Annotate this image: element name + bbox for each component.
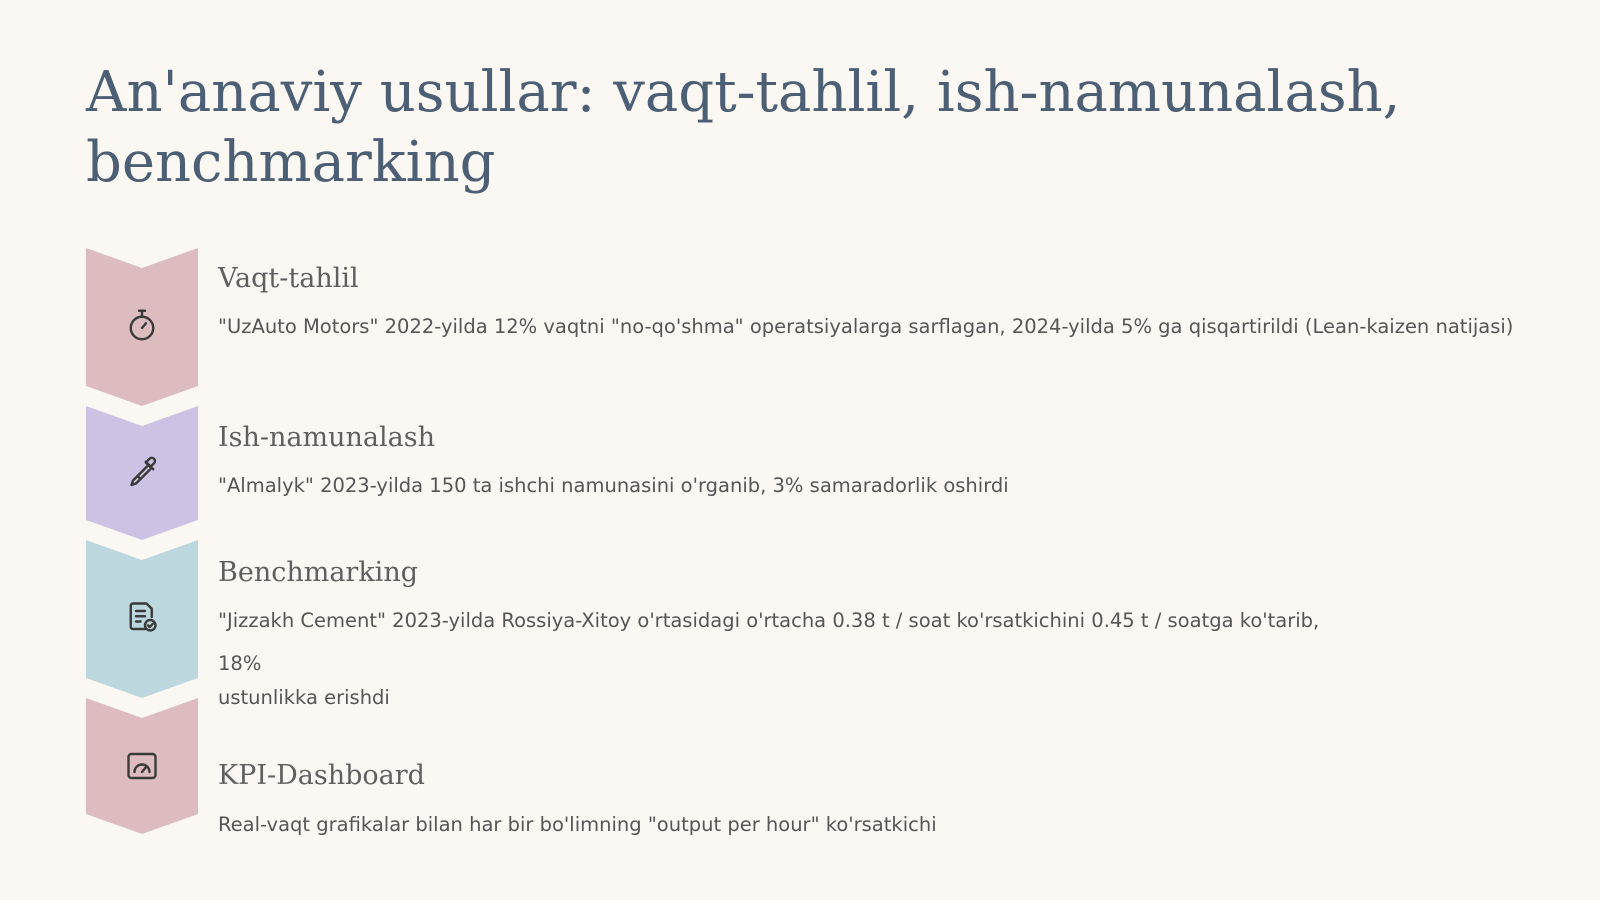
chevron-step-3 xyxy=(86,540,198,698)
item-title-vaqt-tahlil: Vaqt-tahlil xyxy=(218,263,359,294)
benchmarking-description-line: ustunlikka erishdi xyxy=(218,686,390,709)
item-description-ish-namunalash: "Almalyk" 2023-yilda 150 ta ishchi namunasini o'rganib, 3% samaradorlik oshirdi xyxy=(218,474,1009,497)
document-check-icon xyxy=(124,599,160,635)
benchmarking-description-line: "Jizzakh Cement" 2023-yilda Rossiya-Xitoy o'rtasidagi o'rtacha 0.38 t / soat ko'rsatkichini 0.45 t / soatga ko'tarib, xyxy=(218,609,1320,632)
slide-title: An'anaviy usullar: vaqt-tahlil, ish-namunalash, benchmarking xyxy=(86,60,1401,195)
item-title-kpi-dashboard: KPI-Dashboard xyxy=(218,760,425,791)
item-description-vaqt-tahlil: "UzAuto Motors" 2022-yilda 12% vaqtni "no-qo'shma" operatsiyalarga sarflagan, 2024-yilda 5% ga qisqartirildi (Lean-kaizen natijasi) xyxy=(218,315,1514,338)
item-description-kpi-dashboard: Real-vaqt grafikalar bilan har bir bo'limning "output per hour" ko'rsatkichi xyxy=(218,813,937,836)
item-description-benchmarking xyxy=(218,604,1518,715)
item-title-ish-namunalash: Ish-namunalash xyxy=(218,422,435,453)
chevron-step-1 xyxy=(86,248,198,406)
gauge-icon xyxy=(124,748,160,784)
pipette-icon xyxy=(124,455,160,491)
benchmarking-percent-value: 18% xyxy=(218,652,262,675)
item-title-benchmarking: Benchmarking xyxy=(218,557,418,588)
chevron-step-4 xyxy=(86,698,198,834)
chevron-step-2 xyxy=(86,406,198,540)
stopwatch-icon xyxy=(124,307,160,343)
